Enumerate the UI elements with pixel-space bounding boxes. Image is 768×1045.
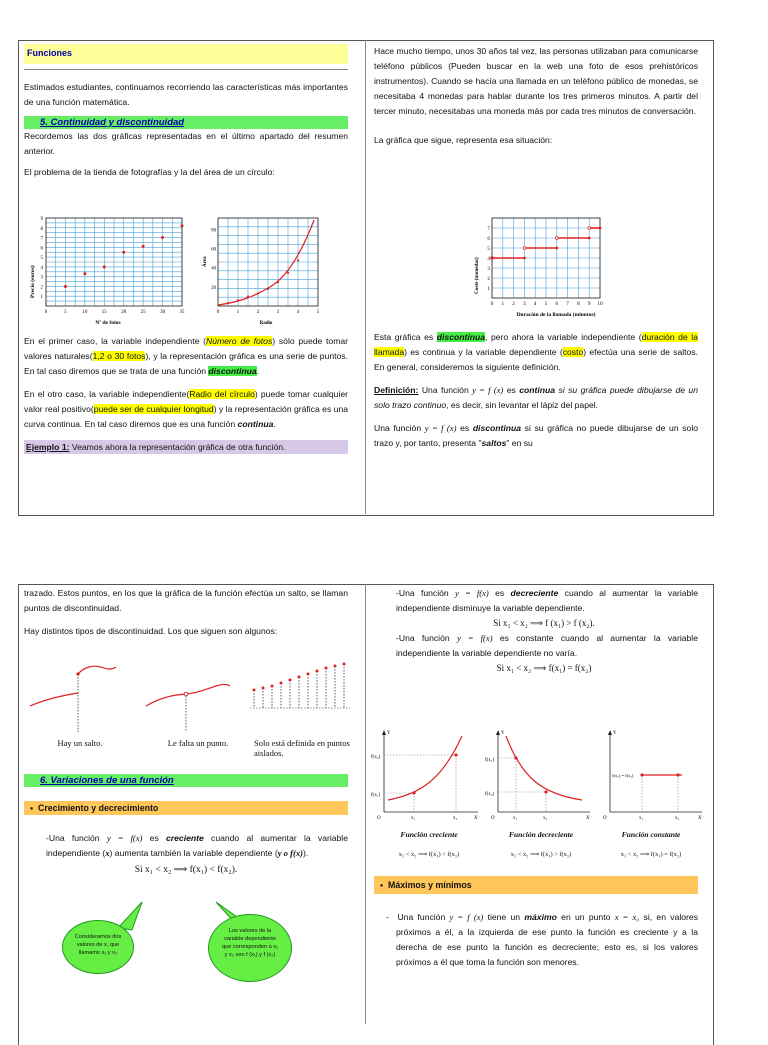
bold-decreciente: decreciente <box>510 588 559 598</box>
label-y-c: Y <box>613 731 617 736</box>
math-y-or-fx: y o f(x) <box>277 848 304 858</box>
step-graph-x-tick: 8 <box>577 301 580 307</box>
formula-creciente: Si x₁ < x₂ ⟹ f(x₁) < f(x₂). <box>134 865 238 875</box>
label-fx2-b: f(x₂) <box>485 792 495 797</box>
text-span: es <box>503 385 520 395</box>
graph2-data-point <box>227 302 229 304</box>
example-1-text: Veamos ahora la representación gráfica de otra función. <box>69 442 286 452</box>
graph-decreciente <box>485 730 590 820</box>
step-graph-y-tick: 7 <box>487 226 490 232</box>
graph2-xlabel: Radio <box>259 321 273 326</box>
text-span: Una función <box>418 385 473 395</box>
paragraph-creciente <box>46 831 348 861</box>
highlight-longitud: puede ser de cualquier longitud <box>93 404 214 414</box>
graph2-x-tick: 0 <box>216 310 220 315</box>
text-span: , pero ahora la variable independiente ( <box>485 332 642 342</box>
step-startpoint <box>491 257 494 260</box>
bubble1-text: Consideramos dos valores de x, que llamamo x₁ y x₂ <box>74 934 122 956</box>
graph2-y-tick: 40 <box>211 266 216 272</box>
text-span: ). <box>303 848 309 858</box>
math-x: x <box>105 848 110 858</box>
rule-constante: x₁ < x₂ ⟹ f(x₁) = f(x₂) <box>620 851 682 858</box>
step-graph-y-tick: 4 <box>487 256 490 262</box>
graph1-x-tick: 20 <box>121 310 127 315</box>
bold-continua: continua <box>237 419 274 429</box>
label-y-b: Y <box>501 731 505 736</box>
point-a1 <box>412 791 415 794</box>
graph2-ylabel: Área <box>203 256 208 267</box>
graph2-data-point <box>277 281 279 283</box>
graph2-curve <box>218 220 314 305</box>
graph1-x-tick: 35 <box>179 310 185 315</box>
text-span: es <box>456 423 473 433</box>
arrow-y-c <box>608 730 612 735</box>
text-span: ) efectúa una serie de saltos. En general, consideremos la siguiente definición. <box>374 347 698 372</box>
label-fx1-a: f(x₁) <box>371 793 381 798</box>
example-1-banner <box>24 440 348 454</box>
text-span: es constante cuando al aumentar la variable independiente la variable dependiente no varía. <box>396 633 698 658</box>
label-o-a: O <box>377 816 381 820</box>
step-endpoint <box>599 227 602 230</box>
paragraph-trazado: trazado. Estos puntos, en los que la gráfica de la función efectúa un salto, se llaman puntos de discontinuidad. <box>24 588 348 613</box>
text-span: si su gráfica no puede dibujarse de un solo trazo y, por tanto, presenta " <box>374 423 699 448</box>
paragraph-otro-caso <box>24 387 348 432</box>
text-span: -Una función <box>396 633 457 643</box>
isolated-point <box>343 663 346 666</box>
step-graph-x-tick: 1 <box>501 301 505 307</box>
graph1-data-point <box>122 251 125 254</box>
graph1-xlabel: Nº de fotos <box>95 320 121 326</box>
label-x1-c: x₁ <box>639 816 644 820</box>
bold-discontinua: discontinua <box>472 423 522 433</box>
label-fx2-a: f(x₂) <box>371 755 381 760</box>
paragraph-constante <box>396 631 698 661</box>
arrow-y-b <box>496 730 500 735</box>
graph2-y-tick: 60 <box>211 247 216 253</box>
page-heading: Funciones <box>24 44 348 64</box>
paragraph-problema: El problema de la tienda de fotografías y la del área de un círculo: <box>24 167 275 177</box>
graph2-data-point <box>297 259 299 261</box>
isolated-point <box>307 673 310 676</box>
highlight-valores: 1,2 o 30 fotos <box>92 351 146 361</box>
caption-decreciente: Función decreciente <box>508 830 574 839</box>
rule-decreciente: x₁ < x₂ ⟹ f(x₁) > f(x₂) <box>510 851 572 858</box>
graph2-data-point <box>247 295 249 297</box>
paragraph-maximo: - Una función y = f (x) tiene un máximo en un punto x = x₀ si, en valores próximos a él, a la izquierda de ese punto la función es creciente y a la derecha de ese punto la función es decreciente; esto es, si los valores próximos a él que toma la función son menores. <box>386 912 698 967</box>
graph1-y-tick: 4 <box>40 265 43 271</box>
graph1-ylabel: Precio (euros) <box>30 265 36 298</box>
text-span: Una función <box>397 912 450 922</box>
caption-constante: Función constante <box>621 830 681 839</box>
graph1-grid <box>46 218 182 306</box>
curve-decreciente <box>506 736 582 800</box>
graph-creciente <box>371 730 478 820</box>
step-endpoint <box>523 257 526 260</box>
step-graph-y-tick: 5 <box>487 246 490 252</box>
bold-creciente: creciente <box>166 833 204 843</box>
text-span: ), y la representación gráfica es una serie de puntos. En tal caso diremos que se trata de una función <box>24 351 348 376</box>
highlight-duracion: duración de la llamada <box>374 332 698 357</box>
math-y-fx-4: y = f(x) <box>455 588 489 598</box>
text-span: cuando al aumentar la variable independiente disminuye la variable dependiente. <box>396 588 698 613</box>
graph2-y-ticks <box>211 228 216 290</box>
step-endpoint <box>588 237 591 240</box>
step-graph-x-tick: 3 <box>523 301 526 307</box>
step-startpoint <box>523 247 526 250</box>
highlight-discontinua: discontinua <box>208 366 257 376</box>
hole-point <box>184 692 188 696</box>
label-x1-a: x₁ <box>411 816 416 820</box>
isolated-point <box>289 679 292 682</box>
graph1-data-point <box>103 265 106 268</box>
text-span: En el primer caso, la variable independiente ( <box>24 336 206 346</box>
text-span: ) puede tomar cualquier valor real positivo( <box>24 389 348 414</box>
graph1-data-point <box>181 224 184 227</box>
graph2-x-tick: 4 <box>296 310 300 315</box>
graph2-data-point <box>287 272 289 274</box>
graph1-x-ticks <box>45 310 185 315</box>
isolated-point <box>280 682 283 685</box>
point-a2 <box>454 753 457 756</box>
formula-decreciente: Si x₁ < x₂ ⟹ f (x₁) > f (x₂). <box>493 618 595 628</box>
text-span: es <box>488 588 511 598</box>
bottom-left-sections <box>24 774 348 875</box>
section-6-text: 6. Variaciones de una función <box>40 775 174 786</box>
math-y-fx: y = f (x) <box>472 385 504 395</box>
isolated-point <box>298 676 301 679</box>
step-startpoint <box>588 227 591 230</box>
math-y-fx-6: y = f (x) <box>449 912 484 922</box>
paragraph-esta-grafica <box>374 330 698 375</box>
discontinuity-types-figure <box>24 660 354 740</box>
intro-paragraph: Estimados estudiantes, continuamos recorriendo las características más importantes de una función matemática. <box>24 82 348 107</box>
math-y-fx-5: y = f(x) <box>456 633 493 643</box>
bold-continua-2: continua <box>519 385 556 395</box>
arrow-y-a <box>382 730 386 735</box>
step-graph-x-tick: 10 <box>597 301 603 307</box>
step-graph-ylabel: Coste (monedas) <box>474 257 480 294</box>
subsection-maximos-text: Máximos y mínimos <box>388 880 472 890</box>
graph2-x-tick: 2 <box>256 310 260 315</box>
step-endpoint <box>555 247 558 250</box>
bold-maximo: máximo <box>524 912 557 922</box>
math-x-x0: x = x₀ <box>614 912 640 922</box>
step-startpoint <box>555 237 558 240</box>
point-b1 <box>514 756 517 759</box>
step-graph-y-tick: 2 <box>487 276 490 282</box>
graph1-data-point <box>142 245 145 248</box>
isolated-point <box>262 687 265 690</box>
definition-label: Definición: <box>374 385 419 395</box>
label-xaxis-c: X <box>698 816 702 820</box>
bottom-right-column <box>390 586 698 676</box>
paragraph-decreciente <box>396 586 698 616</box>
graph-constante <box>603 730 702 820</box>
graph1-y-tick: 3 <box>40 275 43 281</box>
step-graph-y-ticks <box>487 226 490 292</box>
text-span: , es decir, sin levantar el lápiz del papel. <box>446 400 599 410</box>
paragraph-primer-caso <box>24 334 348 379</box>
paragraph-discontinua-def <box>374 421 698 451</box>
text-span: cuando al aumentar la variable independiente ( <box>46 833 348 858</box>
graph2-y-tick: 20 <box>211 285 216 291</box>
label-x2-b: x₂ <box>543 816 548 820</box>
speech-bubble-fx-values <box>208 914 292 982</box>
speech-bubble-x-values <box>62 920 134 974</box>
graph1-y-tick: 7 <box>40 236 43 242</box>
step-graph-x-tick: 7 <box>566 301 569 307</box>
rule-creciente: x₁ < x₂ ⟹ f(x₁) < f(x₂) <box>398 851 460 858</box>
paragraph-definicion <box>374 383 698 413</box>
isolated-point <box>325 667 328 670</box>
math-y-fx-3: y = f(x) <box>106 833 143 843</box>
label-x2-c: x₂ <box>675 816 680 820</box>
step-graph-x-tick: 0 <box>490 301 494 307</box>
paragraph-telefono: Hace mucho tiempo, unos 30 años tal vez, las personas utilizaban para comunicarse teléfono públicos (Pueden buscar en la web una foto de esos prehistóricos instrumentos). Cuando se hacía una llamada en un teléfono público de monedas, se necesitaba 4 monedas para hablar durante los tres primeros minutos. A partir del tercer minuto, necesitabas una moneda más por cada tres minutos de conversación. <box>374 46 698 116</box>
photos-price-graph <box>28 212 188 328</box>
paragraph-tipos: Hay distintos tipos de discontinuidad. Los que siguen son algunos: <box>24 626 278 636</box>
graph1-y-tick: 8 <box>40 226 43 232</box>
text-span: tiene un <box>483 912 525 922</box>
graph2-grid <box>218 218 318 306</box>
heading-rule <box>24 69 348 70</box>
step-graph-y-tick: 6 <box>487 236 490 242</box>
label-fx-c: f(x₁) = f(x₂) <box>612 773 634 778</box>
top-left-column <box>24 44 348 180</box>
bubble2-text: Los valores de la variable dependiente que corresponden a x₁ y x₂ son f (x₁) y f (x₂) <box>222 928 278 958</box>
isolated-point <box>334 665 337 668</box>
text-span: En el otro caso, la variable independiente( <box>24 389 190 399</box>
point-b2 <box>544 790 547 793</box>
highlight-radio: Radio del círculo <box>189 389 255 399</box>
circle-area-graph <box>200 212 330 328</box>
caption-aislados: Solo está definida en puntos aislados. <box>254 738 350 758</box>
text-span: Una función <box>374 423 425 433</box>
step-graph-x-tick: 4 <box>533 301 537 307</box>
step-graph-y-tick: 1 <box>487 286 490 292</box>
text-span: ) es continua y la variable dependiente ( <box>404 347 563 357</box>
hole-curve <box>146 685 230 707</box>
point-c2 <box>676 773 679 776</box>
step-graph-xlabel: Duración de la llamada (minutos) <box>516 312 596 318</box>
text-span: en un punto <box>556 912 615 922</box>
highlight-numero-fotos: Número de fotos <box>206 336 273 346</box>
step-graph-x-tick: 6 <box>555 301 559 307</box>
graph1-y-tick: 1 <box>40 295 43 301</box>
isolated-point <box>271 685 274 688</box>
graph2-y-tick: 80 <box>211 228 216 234</box>
math-y-fx-2: y = f (x) <box>424 423 457 433</box>
bottom-left-column <box>24 586 348 639</box>
caption-salto: Hay un salto. <box>57 738 103 748</box>
label-fx1-b: f(x₁) <box>485 758 495 763</box>
step-graph-x-tick: 2 <box>512 301 515 307</box>
paragraph-recordemos: Recordemos las dos gráficas representadas en el último apartado del resumen anterior. <box>24 131 348 156</box>
text-span: ) y la representación gráfica es una curva continua. En tal caso diremos que es una función <box>24 404 348 429</box>
point-c1 <box>640 773 643 776</box>
label-o-c: O <box>603 816 607 820</box>
graph1-y-tick: 5 <box>40 256 43 262</box>
top-left-lower-text <box>24 334 348 454</box>
graph2-x-tick: 5 <box>316 310 320 315</box>
top-right-lower-text <box>374 330 698 451</box>
caption-creciente: Función creciente <box>400 830 458 839</box>
isolated-point <box>316 670 319 673</box>
text-span: . <box>256 366 260 376</box>
top-column-divider <box>365 40 366 514</box>
formula-constante: Si x₁ < x₂ ⟹ f(x₁) = f(x₂) <box>496 663 592 673</box>
subsection-crecimiento: ▪ Crecimiento y decrecimiento <box>24 801 348 815</box>
text-span: es <box>142 833 167 843</box>
graph1-x-tick: 15 <box>101 310 107 315</box>
graph1-y-tick: 2 <box>40 285 43 291</box>
graph2-x-ticks <box>217 310 320 315</box>
monotonic-graphs <box>370 728 710 820</box>
graph1-y-tick: 9 <box>40 217 43 222</box>
text-span: . <box>273 419 276 429</box>
text-span: -Una función <box>396 588 456 598</box>
graph2-x-tick: 1 <box>236 310 240 315</box>
step-graph-x-tick: 9 <box>587 301 591 307</box>
section-5-text: 5. Continuidad y discontinuidad <box>40 117 185 128</box>
highlight-costo: costo <box>562 347 584 357</box>
graph2-data-point <box>267 288 269 290</box>
text-span: si, en valores próximos a él, a la izquierda de ese punto la función es creciente y a la derecha de ese punto la función es decreciente; esto es, si los valores próximos a él que toma la función son menores. <box>396 912 698 967</box>
graph1-x-tick: 5 <box>64 310 67 315</box>
graph2-x-tick: 3 <box>276 310 280 315</box>
graph1-x-tick: 30 <box>160 310 166 315</box>
bottom-column-divider <box>365 584 366 1024</box>
label-x2-a: x₂ <box>453 816 458 820</box>
graph1-data-point <box>161 236 164 239</box>
isolated-point <box>253 689 256 692</box>
graph1-data-point <box>64 285 67 288</box>
curve-creciente <box>388 736 462 800</box>
example-1-label: Ejemplo 1: <box>26 442 70 452</box>
label-y-a: Y <box>387 731 391 736</box>
subsection-crecimiento-text: Crecimiento y decrecimiento <box>38 803 159 813</box>
subsection-maximos: ▪ Máximos y mínimos <box>374 876 698 894</box>
call-cost-step-graph <box>470 212 620 324</box>
step-graph-x-ticks <box>491 301 603 307</box>
text-span: ) aumenta también la variable dependiente ( <box>109 848 278 858</box>
jump-curve-left <box>30 693 78 706</box>
section-5-heading <box>24 116 348 129</box>
label-xaxis-b: X <box>586 816 590 820</box>
section-6-heading <box>24 774 348 787</box>
graph1-x-tick: 10 <box>82 310 88 315</box>
text-span: " en su <box>506 438 533 448</box>
graph1-y-tick: 6 <box>40 246 43 252</box>
isolated-points <box>250 663 350 709</box>
text-span: si su gráfica puede dibujarse de un solo trazo continuo <box>374 385 698 410</box>
label-x1-b: x₁ <box>513 816 518 820</box>
graph1-data-point <box>83 272 86 275</box>
paragraph-grafica-sigue: La gráfica que sigue, representa esa situación: <box>374 135 553 145</box>
graph1-y-ticks <box>41 217 44 300</box>
text-span: -Una función <box>46 833 107 843</box>
bold-saltos: saltos <box>481 438 507 448</box>
graph2-data-point <box>257 293 259 295</box>
highlight-discontinua-2: discontinua <box>436 332 486 342</box>
graph1-x-tick: 25 <box>140 310 146 315</box>
label-o-b: O <box>491 816 495 820</box>
step-graph-x-tick: 5 <box>544 301 548 307</box>
graph2-data-point <box>237 299 239 301</box>
text-span: ) sólo puede tomar valores naturales( <box>24 336 349 361</box>
graph1-x-tick: 0 <box>44 310 48 315</box>
text-span: Esta gráfica es <box>374 332 437 342</box>
bottom-right-lower <box>374 876 698 970</box>
top-right-column <box>374 44 698 148</box>
caption-falta-punto: Le falta un punto. <box>167 738 229 748</box>
label-xaxis-a: X <box>474 816 478 820</box>
jump-curve-right <box>78 666 116 674</box>
step-graph-y-tick: 3 <box>487 266 490 272</box>
